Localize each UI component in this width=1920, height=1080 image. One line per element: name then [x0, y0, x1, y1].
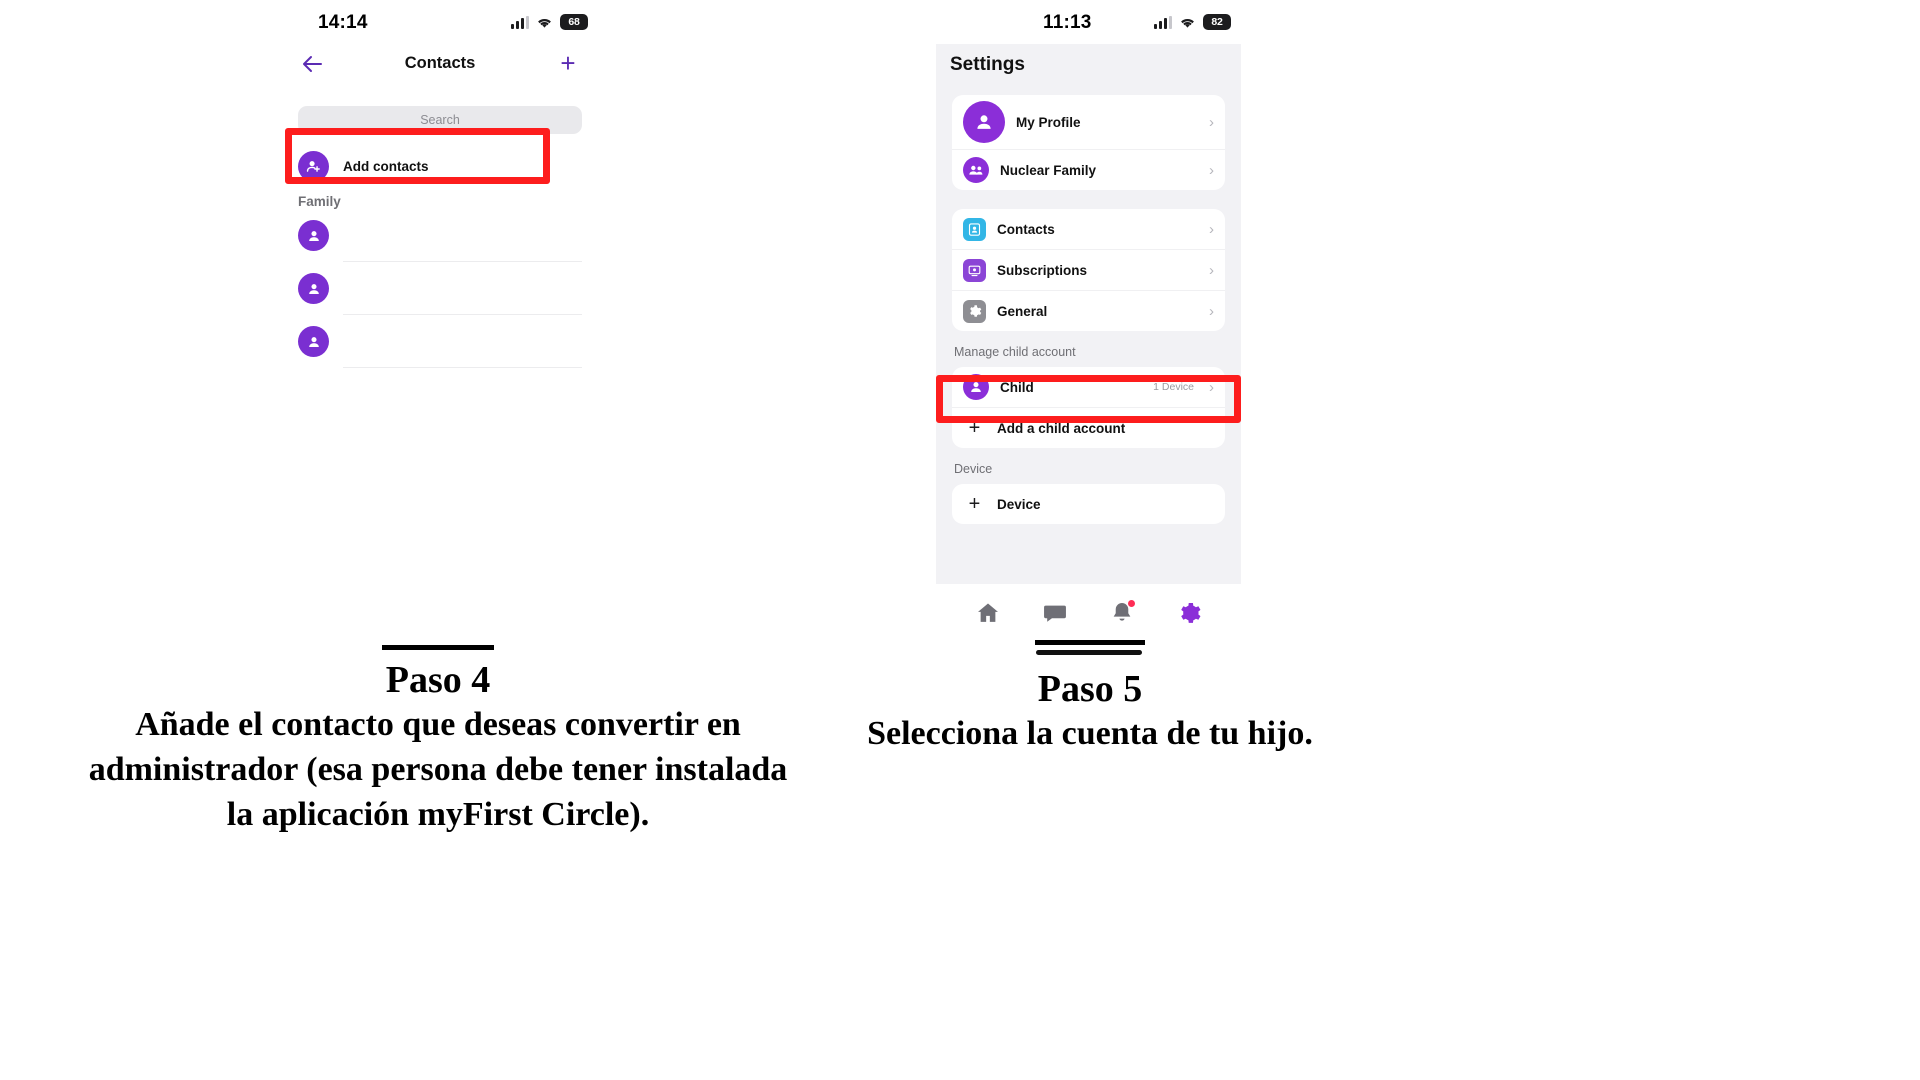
- settings-item-label: My Profile: [1016, 114, 1081, 130]
- status-bar-right: [936, 0, 1241, 44]
- status-bar-left: [280, 0, 600, 44]
- section-header-device: Device: [954, 462, 993, 476]
- subscriptions-icon: [963, 259, 986, 282]
- settings-item-label: General: [997, 303, 1048, 319]
- settings-item-subscriptions[interactable]: [952, 249, 1225, 290]
- chevron-right-icon: ›: [1209, 261, 1214, 279]
- contacts-phone-screen: [280, 0, 600, 368]
- add-device-button[interactable]: [952, 484, 1225, 524]
- settings-item-label: Child: [1000, 379, 1034, 395]
- settings-item-nuclear-family[interactable]: [952, 149, 1225, 190]
- search-input[interactable]: Search: [298, 106, 582, 134]
- section-header-manage-child: Manage child account: [954, 345, 1076, 359]
- list-item[interactable]: [298, 315, 582, 368]
- battery-indicator: 82: [1203, 14, 1231, 30]
- caption-text: Selecciona la cuenta de tu hijo.: [867, 714, 1313, 752]
- list-item[interactable]: [298, 209, 582, 262]
- contacts-card-icon: [963, 218, 986, 241]
- chevron-right-icon: ›: [1209, 161, 1214, 179]
- settings-item-label: Subscriptions: [997, 262, 1088, 278]
- profile-card: [952, 95, 1225, 190]
- add-person-icon: [298, 151, 329, 182]
- settings-item-child[interactable]: [952, 367, 1225, 407]
- settings-content: [936, 44, 1241, 584]
- group-avatar-icon: [963, 157, 989, 183]
- settings-phone-screen: [936, 0, 1241, 655]
- add-contacts-button[interactable]: [298, 146, 582, 186]
- settings-item-my-profile[interactable]: [952, 95, 1225, 149]
- child-device-count: 1 Device: [1153, 381, 1194, 393]
- chevron-right-icon: ›: [1209, 220, 1214, 238]
- cellular-signal-icon: [511, 16, 529, 29]
- bottom-tab-bar: [936, 584, 1241, 642]
- list-item[interactable]: [298, 262, 582, 315]
- section-header-family: Family: [298, 194, 341, 209]
- battery-indicator: 68: [560, 14, 588, 30]
- add-contacts-label: Add contacts: [343, 158, 429, 174]
- settings-item-label: Contacts: [997, 221, 1055, 237]
- settings-item-label: Device: [997, 496, 1041, 512]
- tab-notifications[interactable]: [1109, 600, 1135, 626]
- settings-menu-card: [952, 209, 1225, 331]
- cellular-signal-icon: [1154, 16, 1172, 29]
- caption-divider: [1035, 640, 1145, 645]
- chevron-right-icon: ›: [1209, 113, 1214, 131]
- settings-item-label: Add a child account: [997, 420, 1126, 436]
- contact-name: [343, 209, 582, 262]
- plus-icon: +: [968, 492, 981, 515]
- caption-step-4: [80, 645, 796, 837]
- contact-name: [343, 315, 582, 368]
- caption-step-label: Paso 4: [385, 659, 491, 701]
- wifi-icon: [536, 16, 553, 29]
- settings-item-general[interactable]: [952, 290, 1225, 331]
- status-time: 11:13: [1043, 12, 1092, 33]
- caption-divider: [382, 645, 494, 650]
- tab-settings[interactable]: [1176, 600, 1202, 626]
- plus-icon[interactable]: +: [560, 48, 576, 78]
- chevron-right-icon: ›: [1209, 302, 1214, 320]
- person-icon: [298, 326, 329, 357]
- plus-icon: +: [968, 416, 981, 439]
- tab-home[interactable]: [975, 600, 1001, 626]
- page-title: Contacts: [404, 54, 476, 72]
- home-icon: [975, 600, 1001, 626]
- page-title: Settings: [950, 54, 1025, 75]
- settings-item-label: Nuclear Family: [1000, 162, 1097, 178]
- person-icon: [298, 220, 329, 251]
- settings-item-contacts[interactable]: [952, 209, 1225, 249]
- status-time: 14:14: [318, 12, 368, 33]
- wifi-icon: [1179, 16, 1196, 29]
- caption-step-5: [860, 640, 1320, 757]
- gear-icon: [1176, 600, 1202, 626]
- caption-text: Añade el contacto que deseas convertir en administrador (esa persona debe tener instalada la aplicación myFirst Circle).: [88, 705, 788, 833]
- chat-bubble-icon: [1042, 600, 1068, 626]
- status-indicators: [1154, 14, 1231, 30]
- contact-name: [343, 262, 582, 315]
- device-card: [952, 484, 1225, 524]
- person-avatar-icon: [963, 101, 1005, 143]
- person-icon: [298, 273, 329, 304]
- person-avatar-icon: [963, 374, 989, 400]
- contacts-navbar: [280, 44, 600, 84]
- child-accounts-card: [952, 367, 1225, 448]
- tab-chat[interactable]: [1042, 600, 1068, 626]
- add-child-account-button[interactable]: [952, 407, 1225, 448]
- caption-step-label: Paso 5: [1037, 668, 1143, 710]
- status-indicators: [511, 14, 588, 30]
- gear-icon: [963, 300, 986, 323]
- chevron-right-icon: ›: [1209, 378, 1214, 396]
